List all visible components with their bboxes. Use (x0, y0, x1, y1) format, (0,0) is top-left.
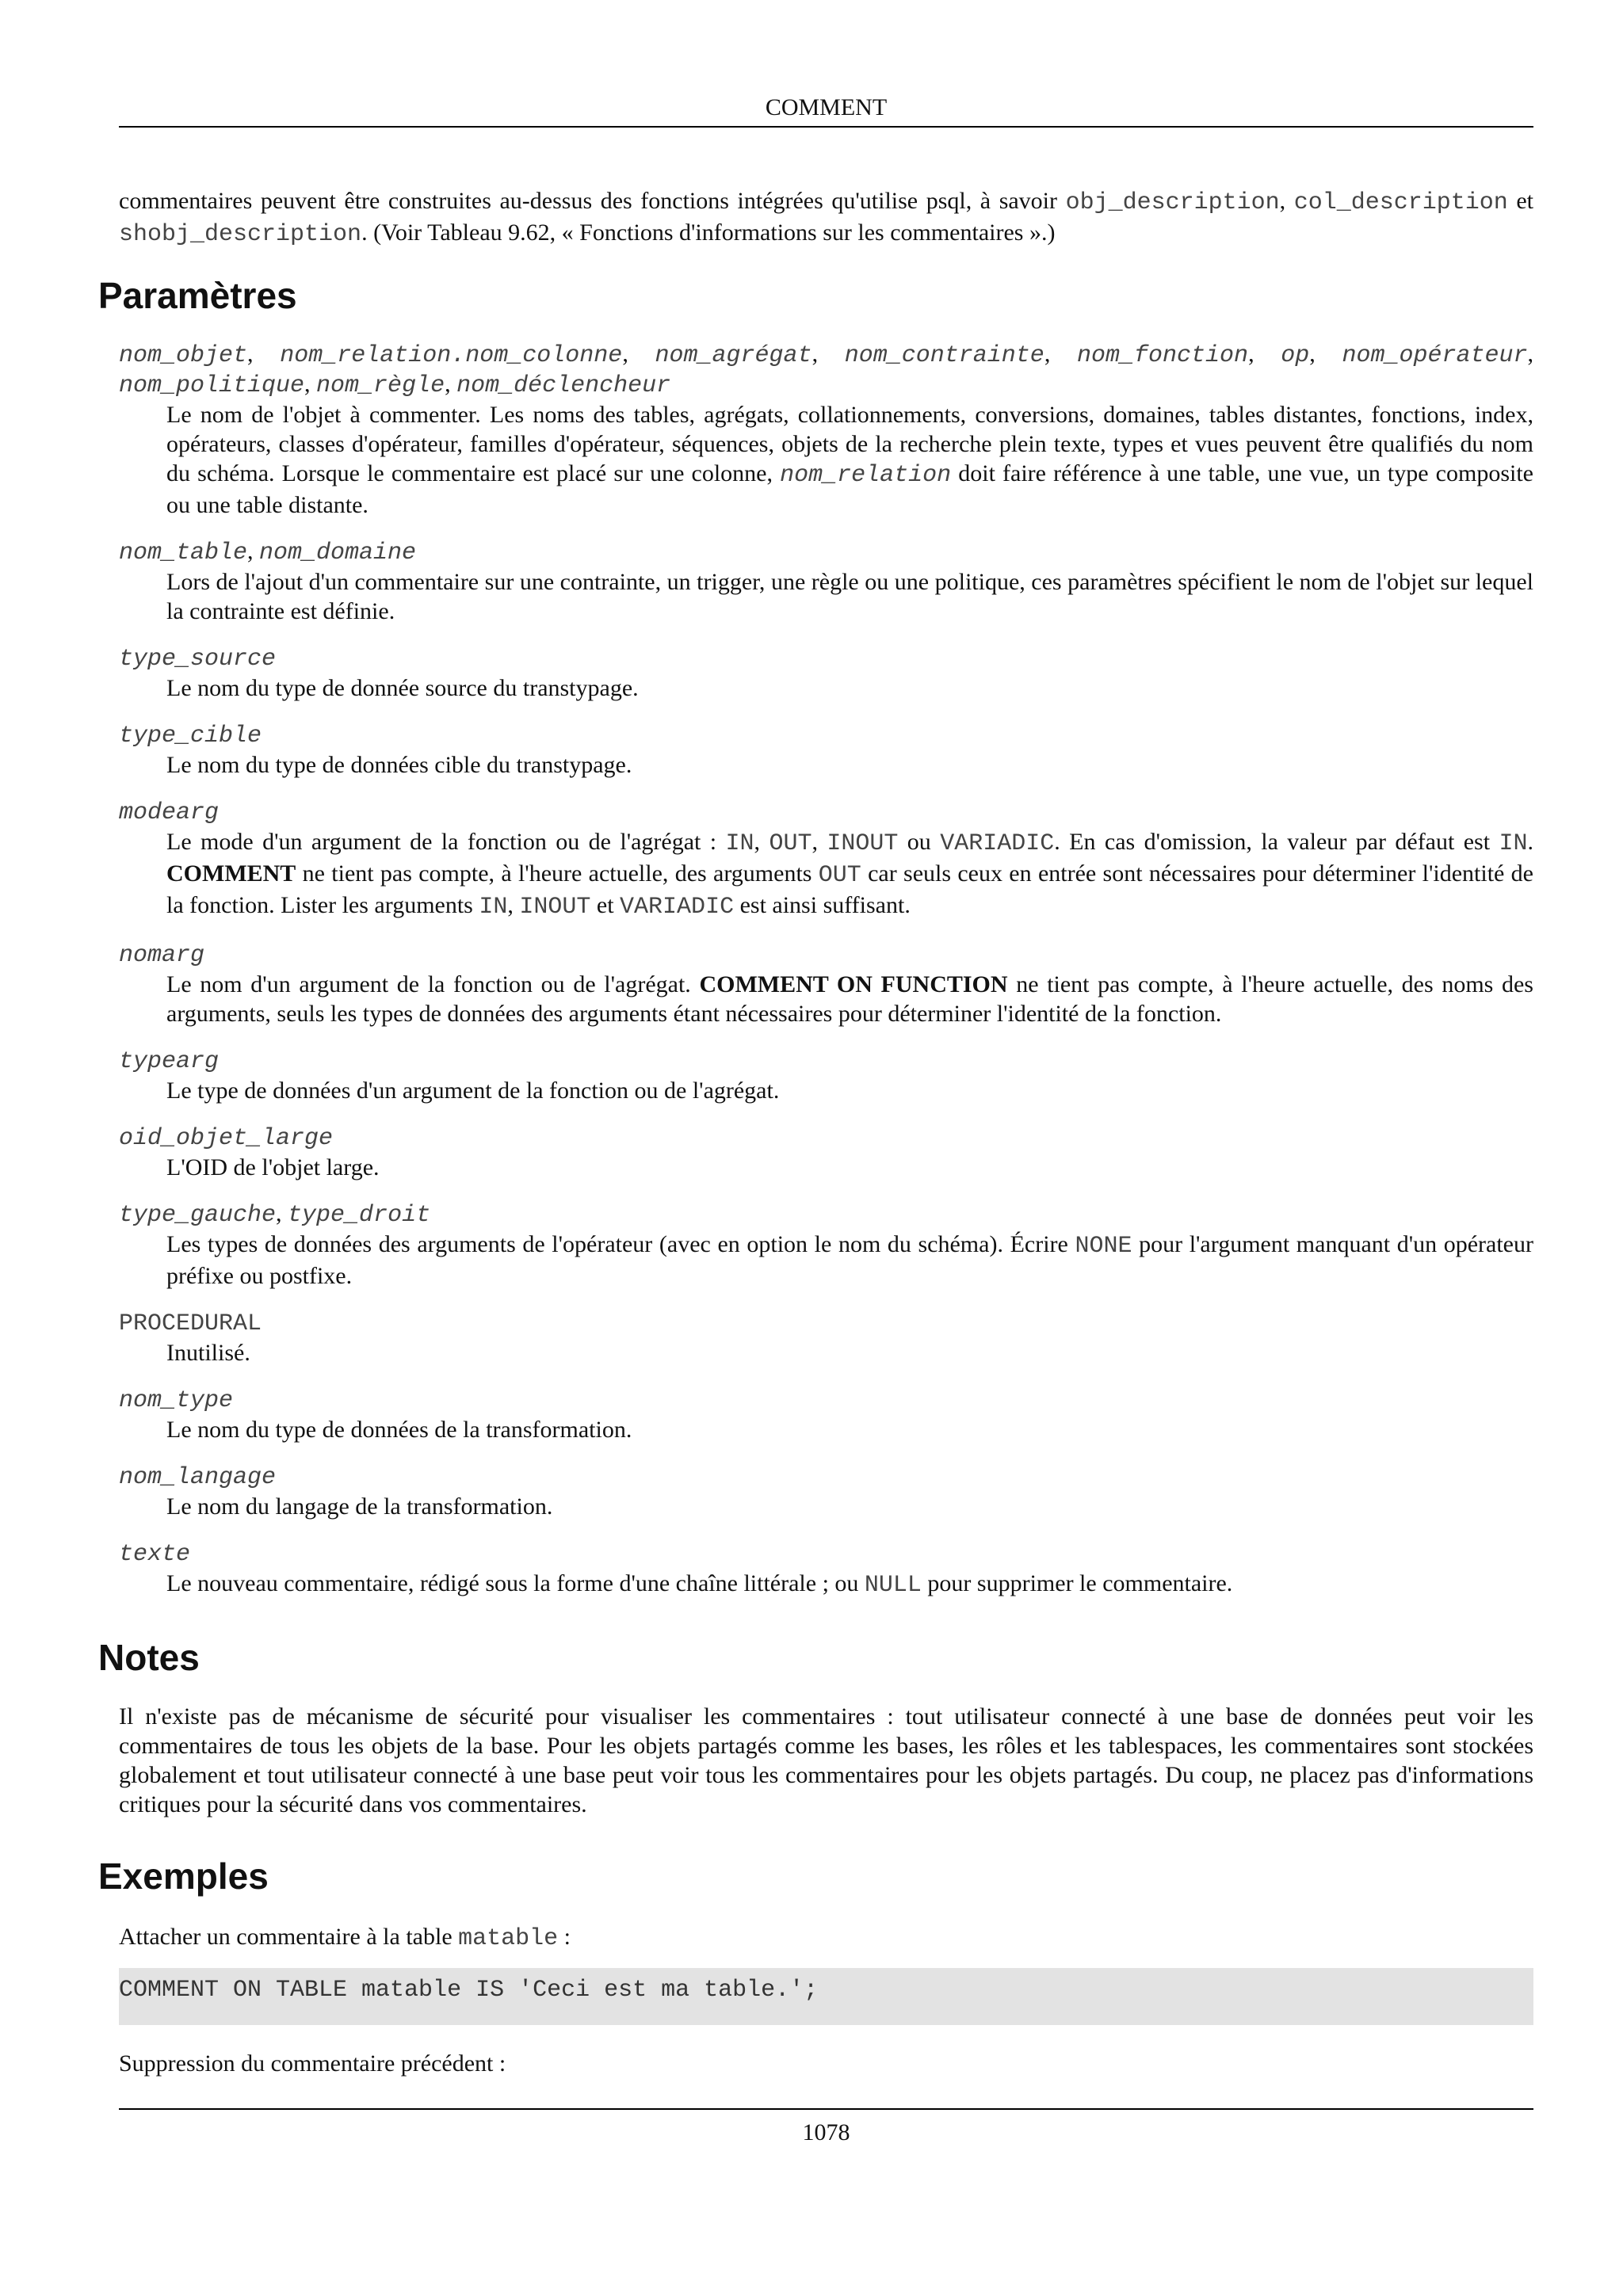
param-term (119, 720, 1533, 750)
definition-text: Le nom de l'objet à commenter. Les noms des tables, agrégats, collationnements, conversions, domaines, tables distantes, fonctions, index, opérateurs, classes d'opérateur, familles d'opérateur, séquences, objets de la recherche plein texte, types et vues peuvent être qualifiés du nom du schéma. Lorsque le commentaire est placé sur une colonne, (166, 402, 1533, 486)
code-nom-relation: nom_relation (780, 462, 952, 489)
term-name: nom_table (119, 540, 248, 566)
definition-text: Le nom d'un argument de la fonction ou de l'agrégat. (166, 971, 700, 997)
definition-text: pour supprimer le commentaire. (921, 1570, 1233, 1596)
term-name: nom_relation.nom_colonne (280, 342, 623, 369)
param-definition: Le nom du langage de la transformation. (166, 1493, 553, 1520)
param-term: nom_table, nom_domaine (119, 538, 417, 566)
code-matable: matable (458, 1925, 559, 1952)
param-term (119, 940, 1533, 970)
code-literal: IN (1499, 830, 1528, 857)
term-name: texte (119, 1541, 191, 1568)
term-name: type_droit (288, 1202, 431, 1229)
param-term (119, 1462, 1533, 1492)
definition-text: Le nouveau commentaire, rédigé sous la forme d'une chaîne littérale ; ou (166, 1570, 865, 1596)
param-definition: Inutilisé. (166, 1340, 250, 1366)
param-term (119, 1046, 1533, 1076)
intro-sep: et (1507, 188, 1534, 214)
term-name: PROCEDURAL (119, 1310, 262, 1337)
param-term (119, 797, 1533, 827)
param-term (119, 643, 1533, 673)
command-name: COMMENT ON FUNCTION (699, 971, 1008, 997)
code-literal: OUT (818, 862, 861, 889)
term-name: modearg (119, 799, 220, 826)
param-definition (166, 400, 1533, 520)
term-name: nom_objet (119, 342, 248, 369)
param-term (119, 1123, 1533, 1153)
code-literal: NONE (1075, 1233, 1132, 1260)
example-text: Attacher un commentaire à la table (119, 1924, 459, 1950)
param-definition: Le nom du type de données cible du transtypage. (166, 752, 632, 778)
example-intro (119, 1922, 1533, 1954)
example-text: : (558, 1924, 571, 1950)
code-literal: VARIADIC (620, 894, 735, 921)
param-definition (166, 1230, 1533, 1291)
page-number: 1078 (802, 2119, 850, 2145)
term-name: oid_objet_large (119, 1125, 334, 1152)
definition-text: ne tient pas compte, à l'heure actuelle, des arguments (296, 860, 819, 887)
footer-rule (119, 2108, 1533, 2110)
term-name: nom_langage (119, 1464, 277, 1491)
term-name: op (1281, 342, 1310, 369)
term-name: nom_déclencheur (456, 372, 671, 399)
term-name: nom_agrégat (655, 342, 812, 369)
code-literal: OUT (769, 830, 812, 857)
definition-text: et (590, 892, 621, 918)
running-header: COMMENT (765, 94, 888, 120)
param-term (119, 1385, 1533, 1415)
command-name: COMMENT (166, 860, 296, 887)
section-title-notes: Notes (98, 1637, 200, 1678)
section-title-parametres: Paramètres (98, 275, 297, 316)
code-literal: IN (479, 894, 508, 921)
code-literal: NULL (864, 1572, 922, 1599)
param-term (119, 1308, 1533, 1338)
param-definition: Le nom du type de donnée source du transtypage. (166, 675, 639, 701)
parameter-list (119, 340, 1533, 1600)
code-literal: INOUT (827, 830, 899, 857)
section-title-exemples: Exemples (98, 1855, 269, 1897)
definition-text: est ainsi suffisant. (734, 892, 911, 918)
term-name: nom_domaine (259, 540, 417, 566)
code-literal: IN (725, 830, 754, 857)
definition-text: Les types de données des arguments de l'opérateur (avec en option le nom du schéma). Écrire (166, 1231, 1075, 1257)
term-name: nom_politique (119, 372, 305, 399)
term-name: type_source (119, 646, 277, 673)
definition-text: pour l'argument manquant d'un opérateur préfixe ou postfixe. (166, 1231, 1533, 1289)
definition-text: . (1527, 829, 1533, 855)
term-name: typearg (119, 1048, 220, 1075)
param-definition: L'OID de l'objet large. (166, 1154, 380, 1180)
param-term (119, 1539, 1533, 1569)
notes-paragraph: Il n'existe pas de mécanisme de sécurité pour visualiser les commentaires : tout utilisateur connecté à une base de données peut voir les commentaires de tous les objets de la base. Pour les objets partagés comme les bases, les rôles et les tablespaces, les commentaires sont stockées globalement et tout utilisateur connecté à une base peut voir tous les commentaires pour les objets partagés. Du coup, ne placez pas d'informations critiques pour la sécurité dans vos commentaires. (119, 1703, 1533, 1817)
code-literal: VARIADIC (940, 830, 1055, 857)
param-term: type_gauche, type_droit (119, 1200, 431, 1229)
intro-sep: , (1279, 188, 1294, 214)
definition-text: . En cas d'omission, la valeur par défaut est (1054, 829, 1499, 855)
term-name: nom_contrainte (844, 342, 1044, 369)
term-name: type_cible (119, 723, 262, 749)
code-col-description: col_description (1293, 189, 1508, 216)
term-name: nom_règle (316, 372, 445, 399)
term-name: nom_fonction (1077, 342, 1249, 369)
definition-text: doit faire référence à une table, une vue, un type composite ou une table distante. (166, 460, 1533, 518)
code-literal: INOUT (519, 894, 591, 921)
definition-text: car seuls ceux en entrée sont nécessaires pour déterminer l'identité de la fonction. Lister les arguments (166, 860, 1533, 918)
param-definition (166, 1569, 1533, 1600)
code-obj-description: obj_description (1065, 189, 1280, 216)
definition-text: Le mode d'un argument de la fonction ou de l'agrégat : (166, 829, 726, 855)
intro-text: commentaires peuvent être construites au-dessus des fonctions intégrées qu'utilise psql, à savoir (119, 188, 1066, 214)
param-term: nom_objet, nom_relation.nom_colonne, nom_agrégat, nom_contrainte, nom_fonction, op, nom_opérateur, nom_politique, nom_règle, nom_déclencheur (119, 341, 1534, 399)
term-name: nomarg (119, 942, 205, 969)
term-name: nom_type (119, 1387, 234, 1414)
term-name: nom_opérateur (1342, 342, 1528, 369)
intro-text-end: . (Voir Tableau 9.62, « Fonctions d'informations sur les commentaires ».) (361, 219, 1056, 246)
code-shobj-description: shobj_description (119, 221, 362, 248)
page-content (98, 186, 1534, 2078)
definition-text: ne tient pas compte, à l'heure actuelle, des noms des arguments, seuls les types de données des arguments étant nécessaires pour déterminer l'identité de la fonction. (166, 971, 1533, 1027)
definition-text: ou (898, 829, 941, 855)
example-intro: Suppression du commentaire précédent : (119, 2050, 506, 2077)
code-block: COMMENT ON TABLE matable IS 'Ceci est ma table.'; (119, 1968, 1533, 2025)
param-definition: Lors de l'ajout d'un commentaire sur une contrainte, un trigger, une règle ou une politique, ces paramètres spécifient le nom de l'objet sur lequel la contrainte est définie. (166, 569, 1533, 624)
param-definition: Le nom du type de données de la transformation. (166, 1417, 632, 1443)
param-definition: Le mode d'un argument de la fonction ou de l'agrégat : IN, OUT, INOUT ou VARIADIC. En cas d'omission, la valeur par défaut est IN. COMMENT ne tient pas compte, à l'heure actuelle, des arguments OUT car seuls ceux en entrée sont nécessaires pour déterminer l'identité de la fonction. Lister les arguments IN, INOUT et VARIADIC est ainsi suffisant. (166, 829, 1533, 921)
param-definition (166, 970, 1533, 1028)
header-rule (119, 126, 1533, 128)
term-name: type_gauche (119, 1202, 277, 1229)
param-definition: Le type de données d'un argument de la fonction ou de l'agrégat. (166, 1077, 780, 1104)
intro-paragraph (119, 186, 1533, 250)
